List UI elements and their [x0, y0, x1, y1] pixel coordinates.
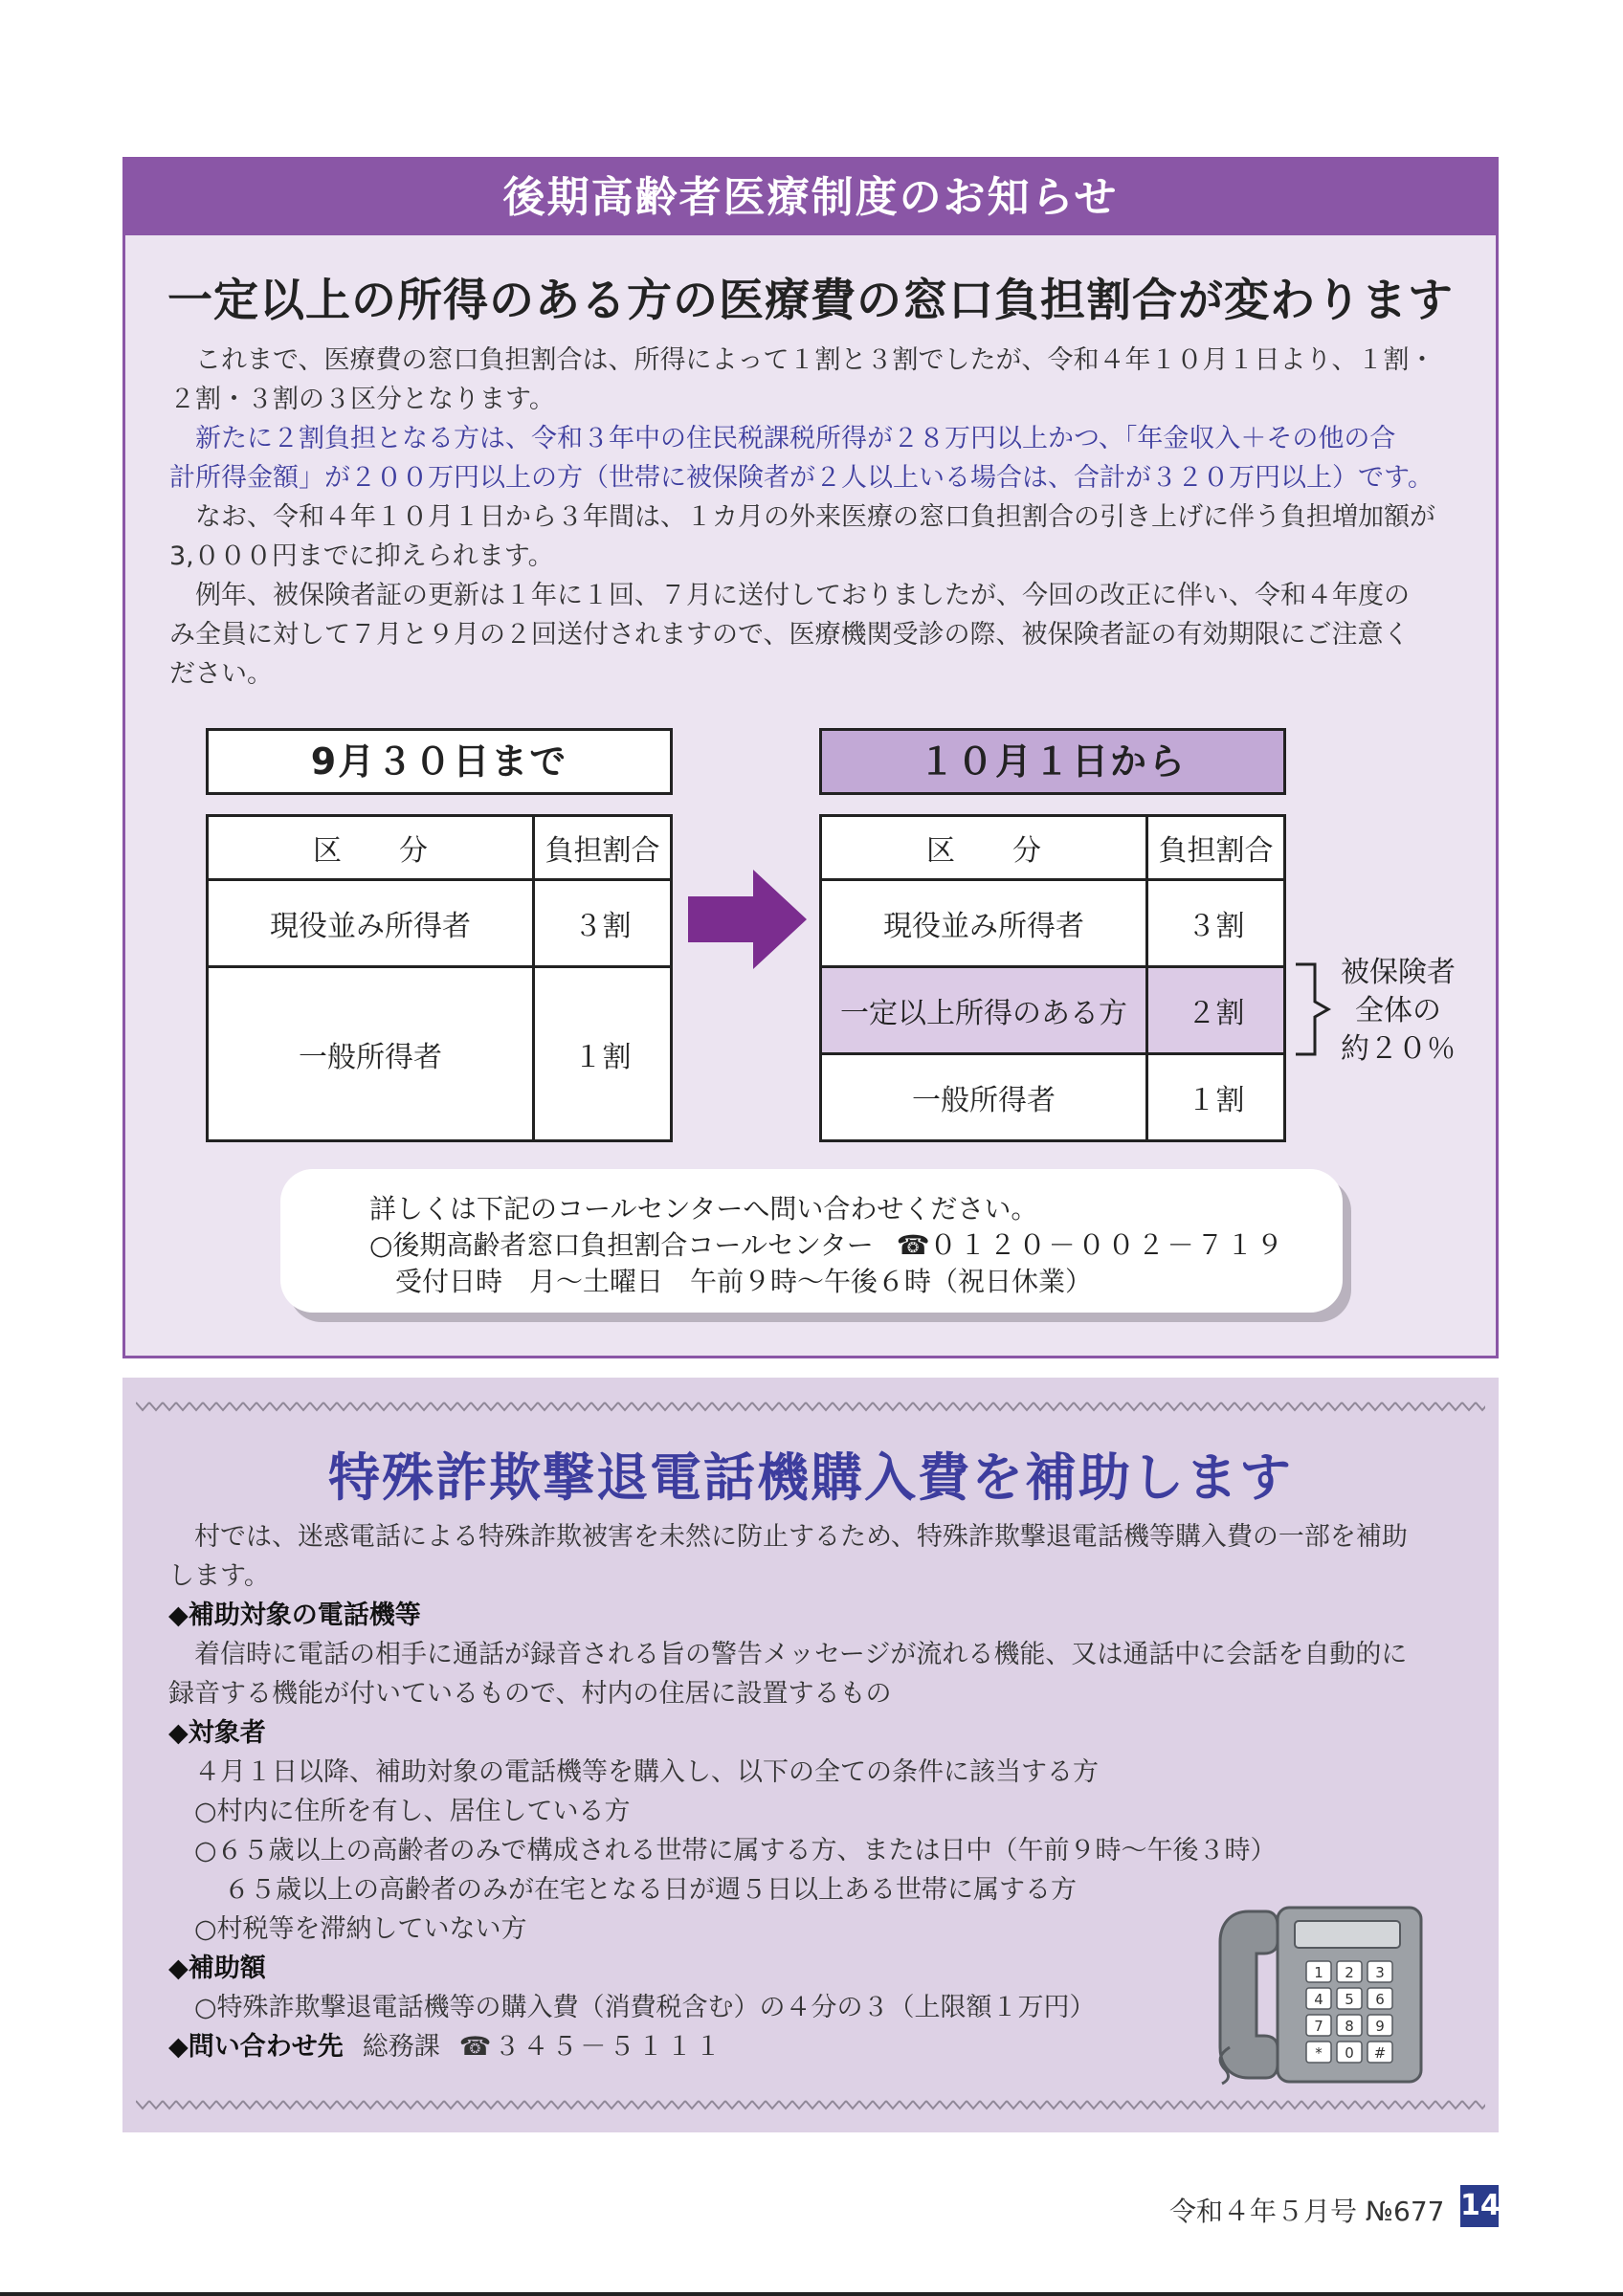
phone-key-label: #	[1373, 2044, 1387, 2062]
phone-key-label: 4	[1314, 1991, 1323, 2008]
subheading: ◆補助額	[168, 1954, 266, 1983]
after-rate-table	[819, 814, 1286, 1142]
table-cell: １割	[534, 967, 672, 1141]
table-cell: 現役並み所得者	[821, 880, 1147, 967]
column-header: 区 分	[821, 816, 1147, 880]
phone-key-label: 7	[1314, 2018, 1323, 2035]
phone-key-label: 5	[1345, 1991, 1354, 2008]
column-header: 区 分	[208, 816, 534, 880]
before-label: 9月３０日まで	[206, 728, 673, 795]
section-title: 特殊詐欺撃退電話機購入費を補助します	[328, 1447, 1293, 1508]
call-center-box	[280, 1169, 1343, 1313]
bottom-rule	[0, 2292, 1623, 2296]
paragraph: なお、令和４年１０月１日から３年間は、１カ月の外来医療の窓口負担割合の引き上げに伴う負担増加額が 3,０００円までに抑えられます。	[169, 502, 1435, 571]
list-item: ○村税等を滞納していない方	[194, 1914, 527, 1944]
before-rate-table	[206, 814, 673, 1142]
body-line: 録音する機能が付いているもので、村内の住居に設置するもの	[168, 1679, 892, 1709]
table-cell: １割	[1147, 1054, 1285, 1141]
zigzag-divider	[136, 1399, 1485, 1414]
phone-key-label: *	[1315, 2044, 1323, 2062]
table-cell: ３割	[1147, 880, 1285, 967]
section-title: 一定以上の所得のある方の医療費の窓口負担割合が変わります	[167, 275, 1454, 327]
list-item-continued: ６５歳以上の高齢者のみが在宅となる日が週５日以上ある世帯に属する方	[224, 1875, 1077, 1905]
contact-line: ◆問い合わせ先 総務課 ☎３４５－５１１１	[168, 2032, 724, 2062]
list-item: ○特殊詐欺撃退電話機等の購入費（消費税含む）の４分の３（上限額１万円）	[194, 1993, 1096, 2022]
paragraph: 例年、被保険者証の更新は１年に１回、７月に送付しておりましたが、今回の改正に伴い、令和４年度の み全員に対して７月と９月の２回送付されますので、医療機関受診の際、被保険者証の有効期限にご注意く ださい。	[169, 581, 1410, 689]
table-cell: ２割	[1147, 967, 1285, 1054]
contact-phone: ☎３４５－５１１１	[458, 2032, 724, 2062]
body-paragraphs	[169, 341, 1463, 694]
telephone-icon: ☎	[896, 1229, 930, 1261]
table-cell: ３割	[534, 880, 672, 967]
telephone-icon	[1211, 1904, 1429, 2086]
table-cell: 現役並み所得者	[208, 880, 534, 967]
table-cell: 一定以上所得のある方	[821, 967, 1147, 1054]
section-header: 後期高齢者医療制度のお知らせ	[125, 160, 1496, 235]
paragraph: これまで、医療費の窓口負担割合は、所得によって１割と３割でしたが、令和４年１０月１日より、１割・ ２割・３割の３区分となります。	[169, 345, 1435, 414]
after-label: １０月１日から	[819, 728, 1286, 795]
page-number: 14	[1460, 2185, 1499, 2227]
phone-key-label: 2	[1345, 1964, 1354, 1981]
phone-key-label: 1	[1314, 1964, 1323, 1981]
column-header: 負担割合	[1147, 816, 1285, 880]
table-cell: 一般所得者	[821, 1054, 1147, 1141]
phone-key-label: 9	[1375, 2018, 1385, 2035]
contact-hours: 受付日時 月～土曜日 午前９時～午後６時（祝日休業）	[395, 1266, 1093, 1297]
table-cell: 一般所得者	[208, 967, 534, 1141]
phone-key-label: 6	[1375, 1991, 1385, 2008]
body-line: します。	[168, 1561, 270, 1591]
right-arrow-icon	[688, 870, 807, 969]
body-line: 着信時に電話の相手に通話が録音される旨の警告メッセージが流れる機能、又は通話中に会話を自動的に	[194, 1640, 1408, 1669]
phone-key-label: 0	[1345, 2044, 1354, 2062]
list-item: ○６５歳以上の高齢者のみで構成される世帯に属する方、または日中（午前９時～午後３時）	[194, 1836, 1277, 1866]
contact-department: 総務課	[362, 2032, 440, 2062]
column-header: 負担割合	[534, 816, 672, 880]
list-item: ○村内に住所を有し、居住している方	[194, 1797, 631, 1826]
subheading: ◆対象者	[168, 1718, 266, 1748]
bracket-icon	[1294, 961, 1332, 1057]
issue-info: 令和４年５月号 №677	[1169, 2196, 1445, 2227]
zigzag-divider	[136, 2097, 1485, 2112]
paragraph-highlight: 新たに２割負担となる方は、令和３年中の住民税課税所得が２８万円以上かつ、「年金収入＋その他の合 計所得金額」が２００万円以上の方（世帯に被保険者が２人以上いる場合は、合計が３２０万円以上）です。	[169, 424, 1434, 493]
body-line: ４月１日以降、補助対象の電話機等を購入し、以下の全ての条件に該当する方	[194, 1757, 1099, 1787]
phone-key-label: 3	[1375, 1964, 1385, 1981]
contact-line: 詳しくは下記のコールセンターへ問い合わせください。	[369, 1193, 1038, 1225]
contact-line: ○後期高齢者窓口負担割合コールセンター ☎０１２０－００２－７１９	[369, 1229, 1286, 1261]
bracket-note: 被保険者 全体の 約２０％	[1341, 956, 1456, 1066]
phone-key-label: 8	[1345, 2018, 1354, 2035]
subheading: ◆補助対象の電話機等	[168, 1601, 421, 1630]
call-center-phone: ０１２０－００２－７１９	[929, 1229, 1286, 1261]
body-line: 村では、迷惑電話による特殊詐欺被害を未然に防止するため、特殊詐欺撃退電話機等購入費の一部を補助	[194, 1522, 1408, 1552]
notice-section-medical	[122, 157, 1499, 1358]
